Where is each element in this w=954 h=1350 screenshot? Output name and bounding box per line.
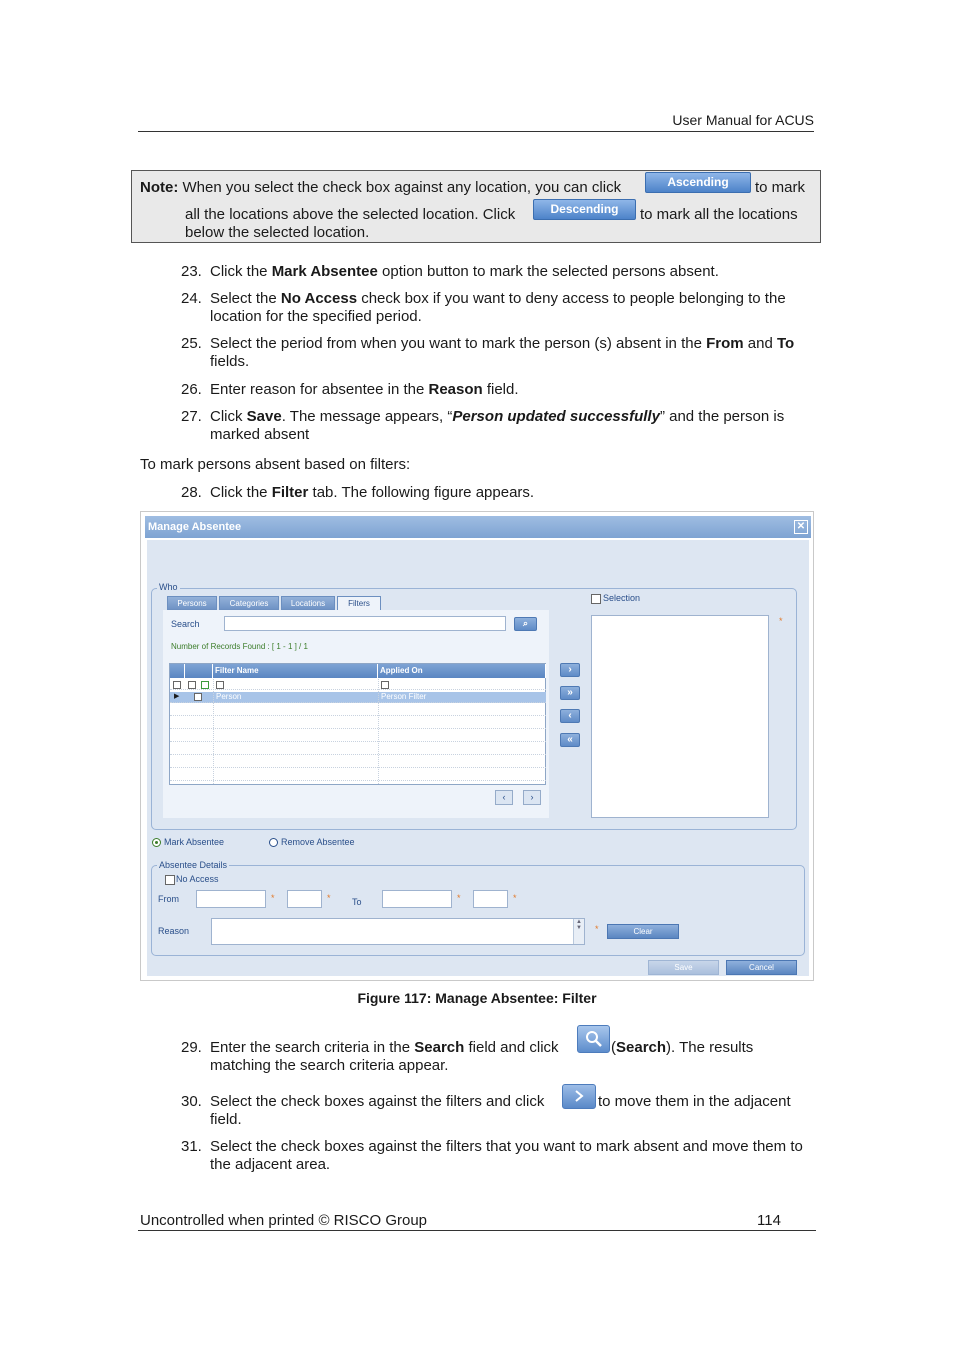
no-access-label: No Access [176, 874, 219, 884]
from-time-input[interactable] [287, 890, 322, 908]
required-star: * [779, 616, 783, 626]
step-text: check box if you want to deny access to people belonging to the location for the specified period. [210, 290, 786, 325]
remove-absentee-label: Remove Absentee [281, 837, 355, 847]
required-star: * [457, 893, 461, 903]
step-30-line2: field. [210, 1111, 242, 1128]
step-text: tab. The following figure appears. [308, 484, 535, 501]
close-icon[interactable]: ✕ [794, 520, 808, 534]
required-star: * [595, 924, 599, 934]
step-text: Click the [210, 263, 272, 280]
step-number: 27. [181, 408, 202, 425]
step-number: 26. [181, 381, 202, 398]
step-bold: Save [246, 408, 282, 425]
grid-header-filter-name[interactable]: Filter Name [213, 664, 378, 678]
ascending-button[interactable]: Ascending [645, 172, 751, 193]
step-text: ( [611, 1039, 616, 1056]
step-text: fields. [210, 353, 250, 370]
save-button[interactable]: Save [648, 960, 719, 975]
step-number: 30. [181, 1093, 202, 1110]
note-label: Note: [140, 179, 179, 196]
step-text: ” and the person is marked absent [210, 408, 785, 443]
descending-button[interactable]: Descending [533, 199, 636, 220]
grid-header-applied-on[interactable]: Applied On [378, 664, 546, 678]
step-30-cont: to move them in the adjacent [598, 1093, 791, 1110]
step-29-cont [611, 1039, 753, 1057]
step-number: 28. [181, 484, 202, 501]
move-all-right-button[interactable]: » [560, 686, 580, 700]
next-page-button[interactable]: › [523, 790, 541, 805]
row-checkbox[interactable] [194, 693, 202, 701]
grid-header-cell [170, 664, 185, 678]
move-right-button[interactable]: › [560, 663, 580, 677]
manage-absentee-screenshot [140, 511, 814, 981]
step-bold: Filter [271, 484, 309, 501]
filter-toggle-icon[interactable] [216, 681, 224, 689]
to-time-input[interactable] [473, 890, 508, 908]
note-text-2a: all the locations above the selected location. Click [185, 206, 516, 223]
step-number: 25. [181, 335, 202, 352]
search-label: Search [171, 619, 200, 629]
step-text: Click the [210, 484, 272, 501]
dialog-body [147, 540, 809, 976]
footer-copyright: Uncontrolled when printed © RISCO Group [140, 1212, 428, 1229]
step-bold: No Access [280, 290, 358, 307]
filter-grid [169, 663, 546, 785]
scrollbar[interactable]: ▲ ▼ [573, 919, 584, 944]
to-label: To [352, 897, 362, 907]
step-text: Click [210, 408, 247, 425]
step-bold: From [706, 335, 744, 352]
column-divider [213, 679, 214, 784]
filter-toggle-icon[interactable] [381, 681, 389, 689]
note-text-1a: When you select the check box against any location, you can click [182, 179, 622, 196]
selection-list[interactable] [591, 615, 769, 818]
step-number: 23. [181, 263, 202, 280]
step-text: Select the period from when you want to mark the person (s) absent in the [210, 335, 707, 352]
step-text: Enter reason for absentee in the [210, 381, 429, 398]
from-label: From [158, 894, 179, 904]
step-bold: Search [616, 1039, 667, 1056]
selection-checkbox[interactable] [591, 594, 601, 604]
note-line-1 [140, 179, 621, 196]
step-bold: Mark Absentee [271, 263, 378, 280]
reason-textarea[interactable] [211, 918, 585, 945]
absentee-details-label: Absentee Details [159, 860, 228, 870]
step-bold-italic: Person updated successfully [452, 408, 660, 425]
selection-label: Selection [603, 593, 641, 603]
required-star: * [271, 893, 275, 903]
table-row [170, 744, 546, 755]
prev-page-button[interactable]: ‹ [495, 790, 513, 805]
dialog-title: Manage Absentee [148, 521, 242, 533]
note-text-1b: to mark [755, 179, 806, 196]
page-number: 114 [757, 1212, 781, 1229]
step-number: 29. [181, 1039, 202, 1056]
note-box [131, 170, 821, 243]
tab-locations[interactable]: Locations [281, 596, 335, 610]
step-text: and [743, 335, 777, 352]
move-left-button[interactable]: ‹ [560, 709, 580, 723]
remove-absentee-radio[interactable] [269, 838, 278, 847]
search-icon[interactable]: ⌕ [514, 617, 537, 631]
step-text: ). The results [666, 1039, 754, 1056]
search-input[interactable] [224, 616, 506, 631]
figure-caption: Figure 117: Manage Absentee: Filter [357, 990, 597, 1006]
mark-absentee-radio[interactable] [152, 838, 161, 847]
search-icon[interactable] [577, 1025, 610, 1053]
step-text: field. [482, 381, 519, 398]
no-access-checkbox[interactable] [165, 875, 175, 885]
step-text: Select the [210, 290, 281, 307]
step-bold: Reason [428, 381, 483, 398]
note-text-3: below the selected location. [185, 224, 370, 241]
cancel-button[interactable]: Cancel [726, 960, 797, 975]
table-row[interactable] [170, 692, 546, 703]
step-text: Enter the search criteria in the [210, 1039, 415, 1056]
move-right-icon[interactable] [562, 1084, 596, 1109]
row-filter-name: Person [216, 692, 242, 701]
filter-toggle-icon[interactable] [201, 681, 209, 689]
step-number: 24. [181, 290, 202, 307]
step-text: field and click [464, 1039, 559, 1056]
note-text-2b: to mark all the locations [640, 206, 798, 223]
tab-categories[interactable]: Categories [219, 596, 279, 610]
step-29-line2: matching the search criteria appear. [210, 1057, 449, 1074]
grid-filter-row [170, 679, 546, 690]
step-text: option button to mark the selected persons absent. [377, 263, 719, 280]
required-star: * [513, 893, 517, 903]
grid-header-cell [185, 664, 213, 678]
row-pointer-icon: ▶ [174, 693, 180, 700]
header-rule [138, 131, 814, 132]
filter-toggle-icon[interactable] [188, 681, 196, 689]
footer-rule [138, 1230, 816, 1231]
step-bold: Search [414, 1039, 465, 1056]
dialog-titlebar [145, 516, 811, 538]
row-applied-on: Person Filter [381, 692, 427, 701]
to-date-input[interactable] [382, 890, 452, 908]
mark-absentee-label: Mark Absentee [164, 837, 225, 847]
required-star: * [327, 893, 331, 903]
step-text: Select the check boxes against the filters that you want to mark absent and move them to the adjacent area. [210, 1138, 803, 1173]
table-row [170, 705, 546, 716]
select-all-checkbox[interactable] [173, 681, 181, 689]
move-all-left-button[interactable]: « [560, 733, 580, 747]
column-divider [378, 679, 379, 784]
step-bold: To [776, 335, 795, 352]
who-label: Who [159, 582, 178, 592]
filter-intro: To mark persons absent based on filters: [140, 456, 411, 473]
step-text: Select the check boxes against the filters and click [210, 1093, 545, 1110]
step-text: . The message appears, “ [281, 408, 453, 425]
table-row [170, 757, 546, 768]
running-header: User Manual for ACUS [672, 112, 814, 128]
tab-persons[interactable]: Persons [167, 596, 217, 610]
table-row [170, 718, 546, 729]
clear-button[interactable]: Clear [607, 924, 679, 939]
from-date-input[interactable] [196, 890, 266, 908]
table-row [170, 731, 546, 742]
step-number: 31. [181, 1138, 202, 1155]
table-row [170, 770, 546, 781]
reason-label: Reason [158, 926, 190, 936]
tab-filters[interactable]: Filters [337, 596, 381, 610]
records-found: Number of Records Found : [ 1 - 1 ] / 1 [171, 642, 308, 651]
